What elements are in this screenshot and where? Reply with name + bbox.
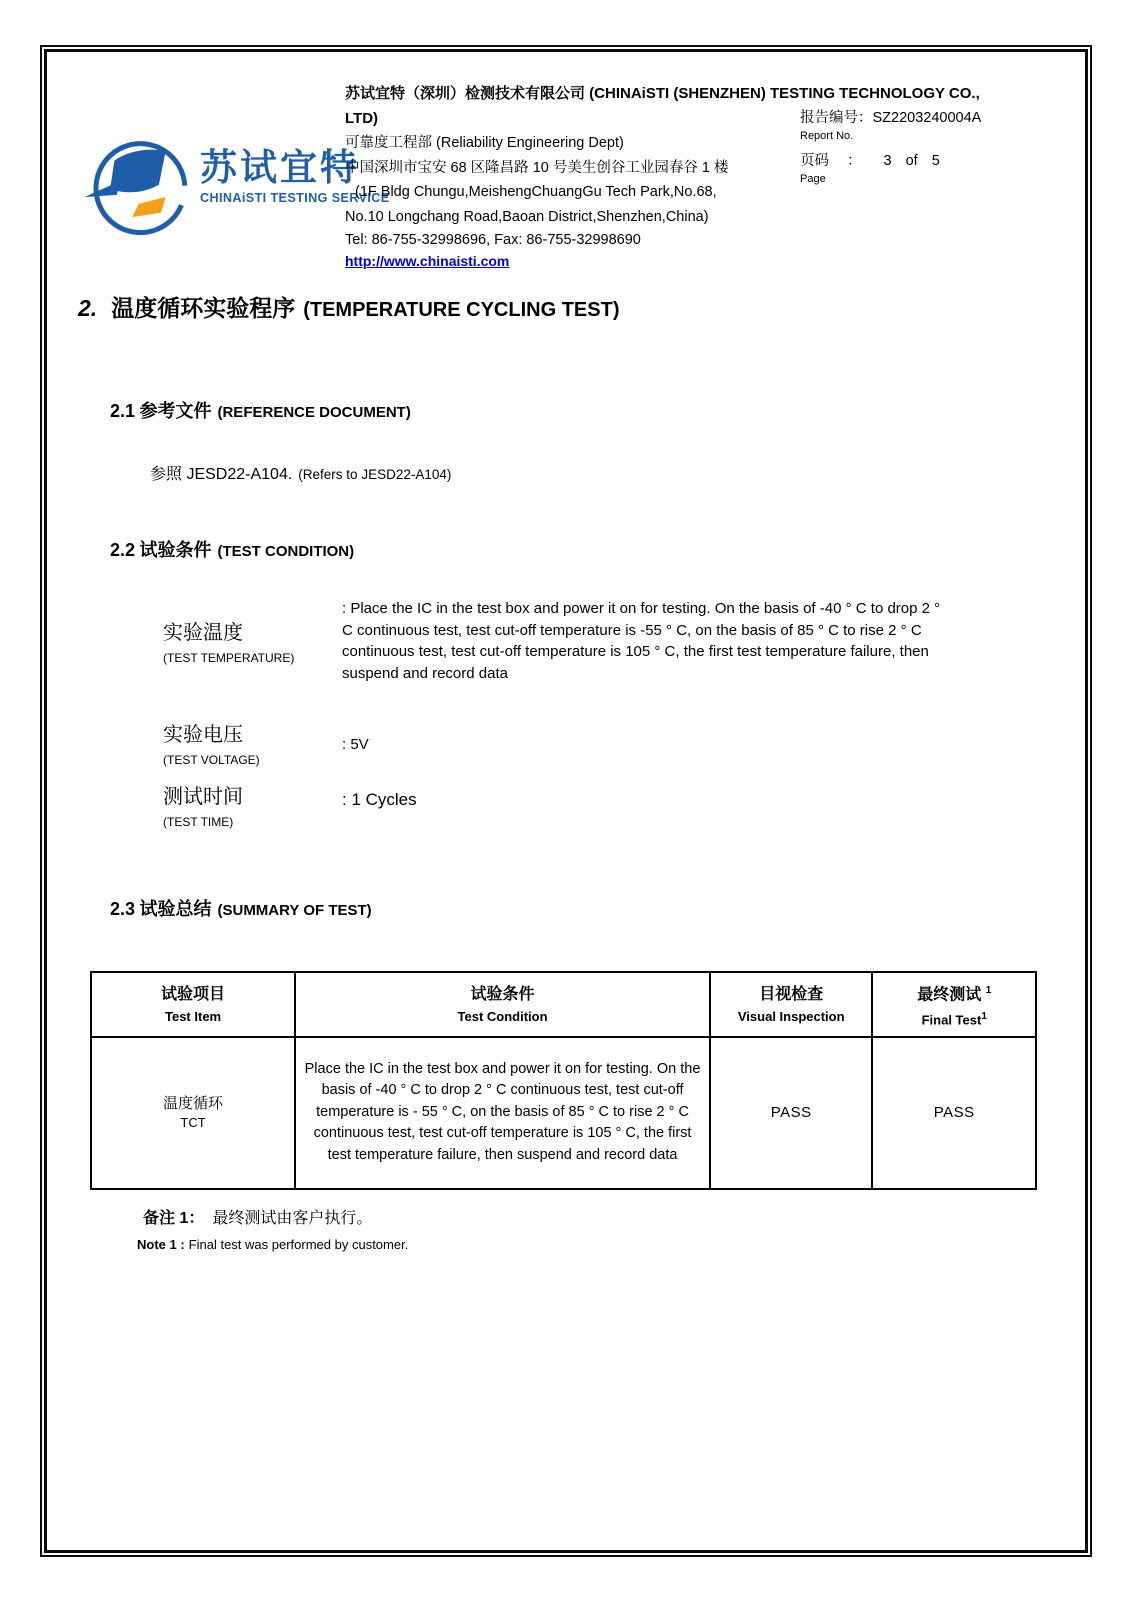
- section-2-1-title-en: (REFERENCE DOCUMENT): [217, 404, 411, 421]
- section-2-number: 2.: [78, 295, 98, 321]
- note-1-en: [137, 1237, 408, 1252]
- header-test-item-en: Test Item: [165, 1008, 222, 1024]
- section-2-title-zh: 温度循环实验程序: [111, 295, 296, 321]
- header-visual-inspection: [710, 972, 873, 1037]
- address-en-line1: (1F Bldg Chungu,MeishengChuangGu Tech Park,No.68,: [355, 184, 717, 201]
- header-visual-inspection-zh: 目视检查: [759, 985, 824, 1003]
- page-colon: ：: [847, 153, 862, 169]
- note-1-en-text: Final test was performed by customer.: [188, 1237, 409, 1252]
- final-test-footnote-sup-en: 1: [981, 1011, 987, 1023]
- department-line: 可靠度工程部 (Reliability Engineering Dept): [345, 135, 624, 152]
- test-voltage-label-en: (TEST VOLTAGE): [163, 753, 260, 767]
- section-2-heading: [78, 290, 619, 323]
- reference-zh: 参照 JESD22-A104.: [150, 466, 293, 483]
- website-link[interactable]: http://www.chinaisti.com: [345, 253, 510, 270]
- address-en-line2: No.10 Longchang Road,Baoan District,Shenzhen,China): [345, 208, 709, 225]
- header-final-test-en: Final Test$^1$: [921, 1011, 987, 1028]
- reference-document-body: [150, 461, 451, 484]
- test-time-label: [163, 784, 348, 830]
- test-temperature-value: : Place the IC in the test box and power it on for testing. On the basis of -40 ° C to drop 2 ° C continuous test, test cut-off temperature is -55 ° C, on the basis of 85 ° C to rise 2 ° C continuous test, test cut-off temperature is 105 ° C, the first test temperature failure, then suspend and record data: [342, 600, 941, 682]
- section-2-1-heading: [110, 397, 411, 423]
- section-2-3-title-zh: 试验总结: [139, 899, 212, 919]
- section-2-title-en: (TEMPERATURE CYCLING TEST): [303, 299, 620, 321]
- logo-name-zh: 苏试宜特: [200, 147, 360, 188]
- section-2-2-heading: [110, 536, 354, 562]
- cell-visual-inspection-result: PASS: [710, 1037, 873, 1189]
- header-test-item-zh: 试验项目: [161, 985, 226, 1003]
- section-2-3-heading: [110, 895, 372, 921]
- note-1-zh-prefix: 备注 1：: [143, 1210, 205, 1227]
- company-name-line2: LTD): [345, 109, 379, 127]
- test-item-en: TCT: [180, 1115, 206, 1131]
- test-item-zh: 温度循环: [163, 1095, 224, 1113]
- note-1-zh: [143, 1205, 372, 1228]
- test-temperature-label-en: (TEST TEMPERATURE): [163, 651, 295, 665]
- report-info: [800, 106, 981, 185]
- summary-of-test-table: [90, 971, 1037, 1190]
- test-voltage-value: : 5V: [342, 736, 369, 753]
- test-voltage-label-zh: 实验电压: [163, 724, 243, 746]
- report-no-label-zh: 报告编号：: [800, 110, 873, 126]
- section-2-2-number: 2.2: [110, 540, 136, 560]
- section-2-1-number: 2.1: [110, 401, 136, 421]
- address-zh: 中国深圳市宝安 68 区隆昌路 10 号美生创谷工业园春谷 1 楼: [345, 159, 729, 176]
- test-temperature-label: [163, 620, 348, 666]
- header-final-test: [872, 972, 1036, 1037]
- test-time-label-en: (TEST TIME): [163, 815, 234, 829]
- table-row: [91, 1037, 1036, 1189]
- page-label-zh: 页码: [800, 153, 829, 169]
- header-test-condition-zh: 试验条件: [470, 985, 535, 1003]
- cell-test-condition: Place the IC in the test box and power it on for testing. On the basis of -40 ° C to drop 2 ° C continuous test, test cut-off temperature is - 55 ° C, on the basis of 85 ° C to rise 2 ° C continuous test, test cut-off temperature is 105 ° C, the first test temperature failure, then suspend and record data: [295, 1037, 710, 1189]
- note-1-en-prefix: Note 1 :: [137, 1237, 185, 1252]
- cell-test-item: [91, 1037, 295, 1189]
- section-2-3-number: 2.3: [110, 899, 136, 919]
- section-2-2-title-zh: 试验条件: [139, 540, 212, 560]
- page-number: 3 of 5: [883, 153, 940, 169]
- section-2-2-title-en: (TEST CONDITION): [217, 543, 355, 560]
- page-label-en: Page: [800, 173, 826, 185]
- section-2-3-title-en: (SUMMARY OF TEST): [217, 902, 372, 919]
- header-test-condition: [295, 972, 710, 1037]
- note-1-zh-text: 最终测试由客户执行。: [212, 1210, 373, 1227]
- page-row: [800, 149, 981, 170]
- logo-name-en: CHINAiSTI TESTING SERVICE: [200, 191, 390, 205]
- company-name-line1: 苏试宜特（深圳）检测技术有限公司 (CHINAiSTI (SHENZHEN) TESTING TECHNOLOGY CO.,: [345, 85, 980, 102]
- test-time-value: : 1 Cycles: [342, 790, 417, 809]
- reference-en: (Refers to JESD22-A104): [298, 467, 452, 482]
- report-no-value: SZ2203240004A: [872, 110, 982, 126]
- report-no-label-en: Report No.: [800, 130, 854, 142]
- test-temperature-label-zh: 实验温度: [163, 622, 243, 644]
- section-2-1-title-zh: 参考文件: [139, 401, 212, 421]
- tel-fax-line: Tel: 86-755-32998696, Fax: 86-755-32998690: [345, 231, 641, 248]
- final-test-footnote-sup: 1: [985, 985, 992, 996]
- company-logo-mark: [84, 136, 196, 241]
- header-test-item: [91, 972, 295, 1037]
- cell-final-test-result: PASS: [872, 1037, 1036, 1189]
- test-voltage-label: [163, 722, 348, 768]
- logo-globe-icon: [84, 136, 196, 236]
- header-test-condition-en: Test Condition: [457, 1008, 548, 1024]
- table-header-row: [91, 972, 1036, 1037]
- header-final-test-zh: 最终测试 $^1$: [917, 985, 992, 1004]
- header-visual-inspection-en: Visual Inspection: [737, 1008, 845, 1024]
- report-no-row: [800, 106, 981, 127]
- website-line: [345, 251, 1005, 274]
- test-time-label-zh: 测试时间: [163, 786, 243, 808]
